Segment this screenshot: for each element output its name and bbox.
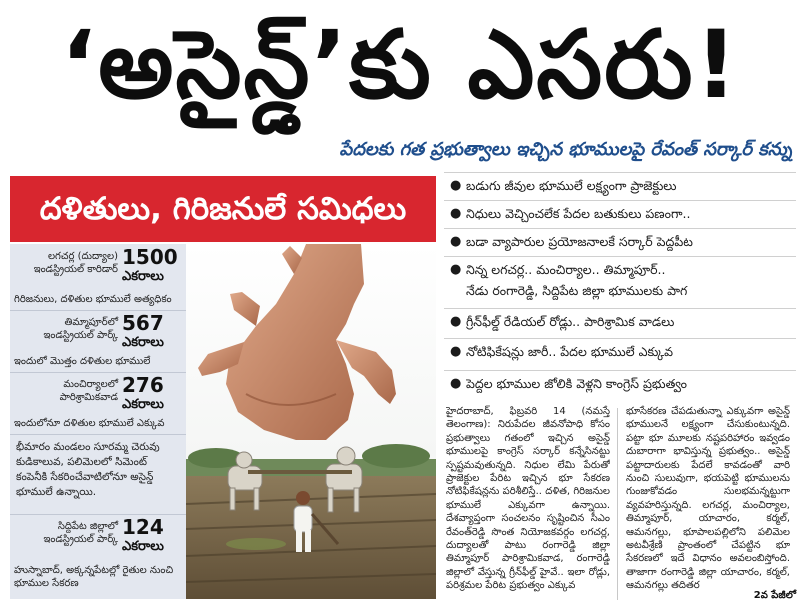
stat-unit: ఎకరాలు [122,269,164,284]
bullet-icon: ● [450,206,462,221]
stat-block-siddipet [10,514,186,599]
column-divider [617,408,618,600]
stat-unit: ఎకరాలు [122,397,164,412]
list-item [444,172,796,199]
bullet-icon: ● [450,178,462,193]
illustration-svg [186,244,436,599]
stat-value: 124 [122,515,164,539]
stats-sidebar [10,244,186,599]
bullet-icon: ● [450,262,462,277]
bullet-icon: ● [450,234,462,249]
bullet-icon: ● [450,344,462,359]
stat-label: తిమ్మాపూర్‌లో ఇండస్ట్రియల్ పార్క్ [43,317,118,341]
list-item-text: గ్రీన్‌ఫీల్డ్ రేడియల్ రోడ్లు.. పారిశ్రామిక వాడలు [466,314,675,329]
article-column-2: భూసేకరణ చేపడుతున్నా ఎక్కువగా అసైన్డ్ భూములనే లక్ష్యంగా చేసుకుంటున్నది. పట్టా భూ మూలకు నష్టపరిహారం ఇవ్వడం దుబారాగా భావిస్తున్న ప్రభుత్వం.. అసైన్డ్ పట్టాదారులకు పేదలే కావడంతో వారి నుంచి సులువుగా, భయపెట్టి భూములను గుంజుకోవడం సులభమన్నట్టుగా వ్యవహరిస్తున్నది. లగచర్ల, మంచిర్యాల, తిమ్మాపూర్, యాచారం, కర్మల్, ఆమనగల్లు, భూపాలపల్లిలోని పలిమెల అటవీశ్రేణి ప్రాంతంలో చేపట్టిన భూ సేకరణలో ఇదే విధానం అవలంబిస్తోంది. తాజాగా రంగారెడ్డి జిల్లా యాచారం, కర్మల్, ఆమనగల్లు తదితర [626,406,790,592]
land-grab-illustration [186,244,436,599]
headline: ‘అసైన్డ్’కు ఎసరు! [60,11,740,120]
stat-note: ఇందులో మొత్తం దళితుల భూములే [14,356,151,367]
list-item-text-line2: నేడు రంగారెడ్డి, సిద్దిపేట జిల్లా భూములకు పాగ [466,283,688,298]
list-item [444,200,796,227]
bullet-icon: ● [450,376,462,391]
stat-value: 1500 [122,245,178,269]
list-item [444,370,796,397]
section-banner: దళితులు, గిరిజనులే సమిధలు [10,176,436,242]
list-item [444,256,796,307]
list-item-text: నిధులు వెచ్చించలేక పేదల బతుకులు పణంగా.. [466,206,691,221]
subheadline: పేదలకు గత ప్రభుత్వాలు ఇచ్చిన భూములపై రేవంత్ సర్కార్ కన్ను [339,139,792,160]
stat-block-lagacharla [10,244,186,311]
article-column-1: హైదరాబాద్, ఫిబ్రవరి 14 (నమస్తే తెలంగాణ): నిరుపేదల జీవనోపాధి కోసం ప్రభుత్వాలు గతంలో ఇచ్చిన అసైన్డ్ భూములపై కాంగ్రెస్ సర్కార్ కన్నేసినట్టు స్పష్టమవుతున్నది. నిధుల లేమి పేరుతో ప్రాజెక్టుల పేరిట ఇచ్చిన భూ సేకరణ నోటిఫికేషన్లను పరిశీలిస్తే.. దళిత, గిరిజనుల భూములే ఎక్కువగా ఉన్నాయి. దేశవ్యాప్తంగా సంచలనం సృష్టించిన సీఎం రేవంత్‌రెడ్డి సొంత నియోజకవర్గం లగచర్ల, దుద్యాలతో పాటు రంగారెడ్డి జిల్లా తిమ్మాపూర్ పారిశ్రామికవాడ, రంగారెడ్డి జిల్లాలో వేస్తున్న గ్రీన్‌ఫీల్డ్ హైవే.. ఇలా రోడ్లు, పరిశ్రమల పేరిట ప్రభుత్వం ఎక్కువ [446,406,610,592]
stat-value: 567 [122,311,164,335]
bullet-icon: ● [450,314,462,329]
stat-unit: ఎకరాలు [122,335,164,350]
stat-block-bhimaram [10,434,186,515]
list-item-text: బడుగు జీవుల భూములే లక్ష్యంగా ప్రాజెక్టులు [466,178,677,193]
stat-block-mancherial [10,372,186,435]
stat-note: గిరిజనులు, దళితుల భూములే అత్యధికం [14,294,172,305]
list-item [444,228,796,255]
list-item-text: బడా వ్యాపారుల ప్రయోజనాలకే సర్కార్ పెద్దపీట [466,234,693,249]
continued-on-page: 2వ పేజీలో [753,590,796,601]
list-item-text: పెద్దల భూముల జోలికి వెళ్లని కాంగ్రెస్ ప్రభుత్వం [466,376,688,391]
stat-paragraph: భీమారం మండలం సూరమ్మ చెరువు కుడికాలువ, పలిమెలలో సిమెంట్ కంపెనీకి సేకరించేవాటిలోనూ అసైన్డ్ భూములే ఉన్నాయి. [16,441,160,498]
stat-label: మంచిర్యాలలో పారిశ్రామికవాడ [59,379,118,403]
key-points-list [444,172,796,404]
stat-block-timmapur [10,310,186,373]
list-item-text: నిన్న లగచర్ల.. మంచిర్యాల.. తిమ్మాపూర్.. [466,262,666,277]
stat-label: సిద్దిపేట జిల్లాలో ఇండస్ట్రియల్ పార్క్ [43,521,118,545]
stat-value: 276 [122,373,164,397]
stat-label: లగచర్ల (దుద్యాల) ఇండస్ట్రియల్ కారిడార్ [33,251,118,275]
stat-unit: ఎకరాలు [122,539,164,554]
stat-note: హుస్నాబాద్, అక్కన్నపేటల్లో రైతుల నుంచి భూముల సేకరణ [14,565,174,589]
list-item [444,338,796,365]
stat-note: ఇందులోనూ దళితుల భూములే ఎక్కువ [14,418,165,429]
list-item [444,308,796,335]
list-item-text: నోటిఫికేషన్లు జారీ.. పేదల భూములే ఎక్కువ [466,344,674,359]
